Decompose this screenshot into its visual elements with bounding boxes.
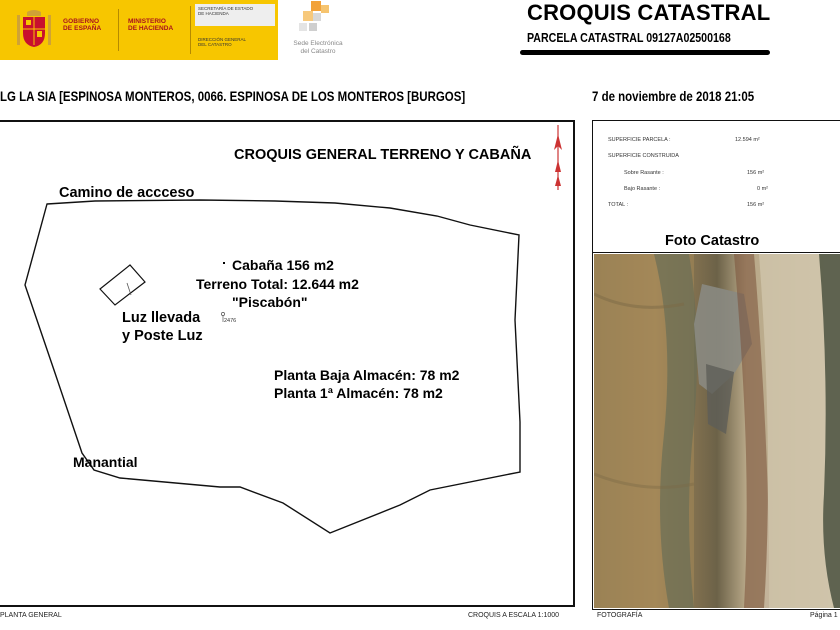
gov-line-1: GOBIERNO (63, 18, 100, 25)
parcel-area-value: 12.594 m² (735, 137, 760, 143)
above-ground-label: Sobre Rasante : (624, 170, 664, 176)
parcel-address: LG LA SIA [ESPINOSA MONTEROS, 0066. ESPINOSA DE LOS MONTEROS [BURGOS] (0, 88, 466, 104)
cabin-outline (100, 265, 145, 305)
ministry-line-2: DE HACIENDA (128, 25, 174, 32)
direccion-line-1: DIRECCIÓN GENERAL (198, 37, 247, 42)
sede-line-2: del Catastro (300, 48, 336, 55)
label-access-road: Camino de accceso (59, 185, 195, 201)
label-total-land: Terreno Total: 12.644 m2 (196, 276, 359, 292)
built-area-label: SUPERFICIE CONSTRUIDA (608, 153, 679, 159)
government-name (63, 18, 101, 32)
title-underline (520, 50, 770, 55)
secretaria-line-1: SECRETARÍA DE ESTADO (198, 6, 254, 11)
photo-footer-label: FOTOGRAFÍA (597, 612, 643, 619)
parcel-number: 2476 (224, 318, 237, 324)
sede-catastro-logo-icon (297, 1, 331, 35)
parcel-area-label: SUPERFICIE PARCELA : (608, 137, 671, 143)
label-power-line-2: y Poste Luz (122, 328, 203, 344)
total-area-value: 156 m² (747, 202, 765, 208)
label-first-floor-storage: Planta 1ª Almacén: 78 m2 (274, 385, 443, 401)
parcel-reference: PARCELA CATASTRAL 09127A02500168 (527, 31, 731, 45)
ministry-name (128, 18, 173, 32)
divider (592, 252, 840, 253)
label-place-name: "Piscabón" (232, 294, 308, 310)
divider (118, 9, 119, 51)
total-area-label: TOTAL : (608, 202, 629, 208)
label-cabin-area: Cabaña 156 m2 (232, 257, 334, 273)
label-ground-floor-storage: Planta Baja Almacén: 78 m2 (274, 367, 460, 383)
photo-title: Foto Catastro (665, 233, 760, 249)
ministry-line-1: MINISTERIO (128, 18, 166, 25)
direccion-name (198, 37, 246, 48)
below-ground-value: 0 m² (757, 186, 768, 192)
sede-catastro-name (283, 40, 353, 56)
direccion-line-2: DEL CATASTRO (198, 42, 232, 48)
divider (190, 6, 191, 54)
map-title: CROQUIS GENERAL TERRENO Y CABAÑA (234, 147, 532, 163)
above-ground-value: 156 m² (747, 170, 765, 176)
label-spring: Manantial (73, 454, 138, 470)
page-number: Página 1 (810, 612, 838, 619)
secretaria-line-2: DE HACIENDA (198, 11, 229, 17)
map-footer-label: PLANTA GENERAL (0, 612, 62, 619)
north-arrow-icon (554, 125, 562, 190)
label-point (223, 262, 225, 264)
coat-of-arms-icon (14, 9, 54, 51)
gov-line-2: DE ESPAÑA (63, 25, 102, 32)
map-scale-label: CROQUIS A ESCALA 1:1000 (468, 612, 560, 619)
aerial-photo (594, 254, 840, 608)
below-ground-label: Bajo Rasante : (624, 186, 661, 192)
secretaria-name (198, 6, 253, 17)
document-datetime: 7 de noviembre de 2018 21:05 (592, 88, 755, 104)
label-power-line-1: Luz llevada (122, 310, 201, 326)
sede-line-1: Sede Electrónica (293, 40, 343, 47)
document-title: CROQUIS CATASTRAL (527, 0, 771, 25)
